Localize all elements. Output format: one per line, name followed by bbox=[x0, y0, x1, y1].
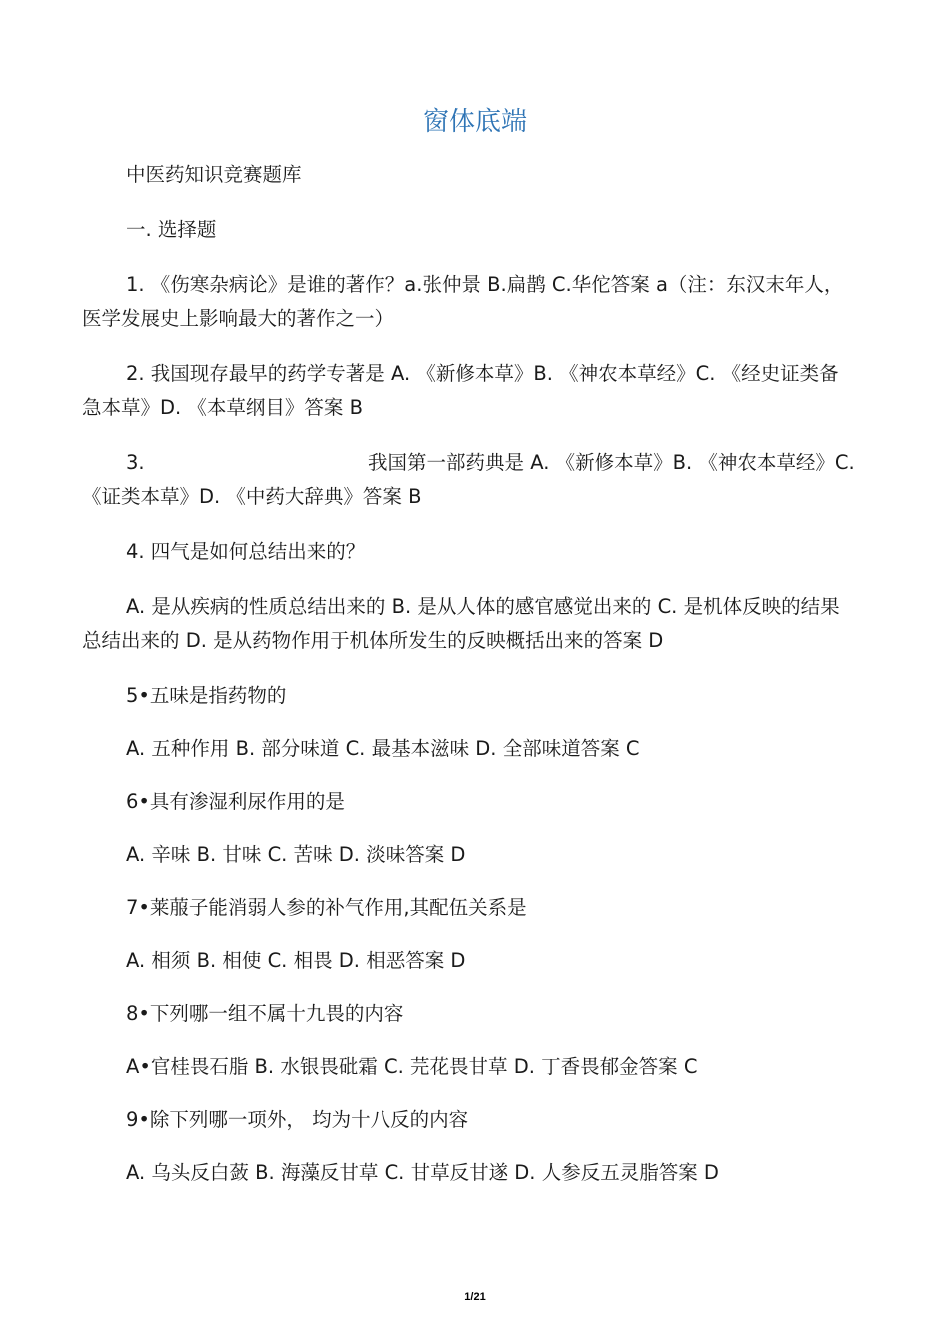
question-3-number: 3. bbox=[126, 451, 145, 474]
question-6-options: A. 辛味 B. 甘味 C. 苦味 D. 淡味答案 D bbox=[126, 843, 466, 866]
question-3-text: 我国第一部药典是 A. 《新修本草》B. 《神农本草经》C. 《证类本草》D. 《中药大辞典》答案 B bbox=[82, 451, 855, 508]
question-4-options: A. 是从疾病的性质总结出来的 B. 是从人体的感官感觉出来的 C. 是机体反映的结果总结出来的 D. 是从药物作用于机体所发生的反映概括出来的答案 D bbox=[82, 595, 840, 652]
question-5-options: A. 五种作用 B. 部分味道 C. 最基本滋味 D. 全部味道答案 C bbox=[126, 737, 640, 760]
question-5: 5•五味是指药物的 bbox=[126, 684, 287, 707]
question-bank-title: 中医药知识竞赛题库 bbox=[126, 163, 302, 186]
question-9-options: A. 乌头反白蔹 B. 海藻反甘草 C. 甘草反甘遂 D. 人参反五灵脂答案 D bbox=[126, 1161, 719, 1184]
question-3 bbox=[82, 446, 857, 514]
question-9: 9•除下列哪一项外， 均为十八反的内容 bbox=[126, 1108, 469, 1131]
page-heading: 窗体底端 bbox=[422, 107, 527, 137]
question-8: 8•下列哪一组不属十九畏的内容 bbox=[126, 1002, 404, 1025]
section-title: 一. 选择题 bbox=[126, 218, 217, 241]
question-1: 1. 《伤寒杂病论》是谁的著作？a.张仲景 B.扁鹊 C.华佗答案 a（注：东汉末年人，医学发展史上影响最大的著作之一） bbox=[82, 273, 844, 330]
question-4: 4. 四气是如何总结出来的？ bbox=[126, 540, 366, 563]
question-8-options: A•官桂畏石脂 B. 水银畏砒霜 C. 芫花畏甘草 D. 丁香畏郁金答案 C bbox=[126, 1055, 698, 1078]
question-7: 7•莱菔子能消弱人参的补气作用,其配伍关系是 bbox=[126, 896, 527, 919]
question-6: 6•具有渗湿利尿作用的是 bbox=[126, 790, 345, 813]
question-2: 2. 我国现存最早的药学专著是 A. 《新修本草》B. 《神农本草经》C. 《经史证类备急本草》D. 《本草纲目》答案 B bbox=[82, 362, 839, 419]
page-number: 1/21 bbox=[464, 1291, 486, 1303]
question-7-options: A. 相须 B. 相使 C. 相畏 D. 相恶答案 D bbox=[126, 949, 466, 972]
document-body bbox=[82, 158, 857, 1209]
